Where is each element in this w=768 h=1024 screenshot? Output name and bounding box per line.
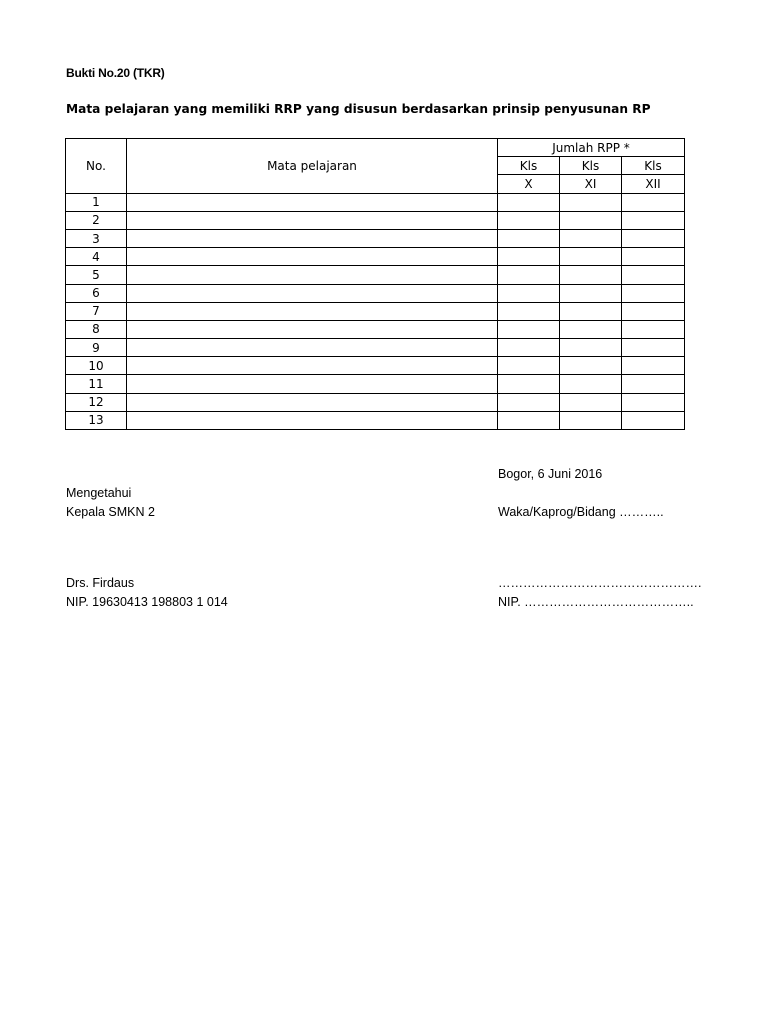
header-rpp-count: Jumlah RPP * xyxy=(498,139,685,157)
rpp-count-cell xyxy=(498,211,560,229)
rpp-count-cell xyxy=(498,229,560,247)
subject-cell xyxy=(127,357,498,375)
left-signer-name: Drs. Firdaus xyxy=(66,576,135,590)
table-row xyxy=(66,320,685,338)
rpp-count-cell xyxy=(560,211,622,229)
row-number: 5 xyxy=(66,266,127,284)
rpp-count-cell xyxy=(560,393,622,411)
table-row xyxy=(66,193,685,211)
place-date: Bogor, 6 Juni 2016 xyxy=(498,467,603,481)
subject-cell xyxy=(127,284,498,302)
subject-cell xyxy=(127,339,498,357)
rpp-count-cell xyxy=(560,284,622,302)
rpp-table xyxy=(65,138,685,430)
row-number: 1 xyxy=(66,193,127,211)
rpp-count-cell xyxy=(498,393,560,411)
table-row xyxy=(66,266,685,284)
rpp-count-cell xyxy=(622,284,685,302)
table-row xyxy=(66,248,685,266)
rpp-count-cell xyxy=(498,375,560,393)
rpp-count-cell xyxy=(560,248,622,266)
evidence-label: Bukti No.20 (TKR) xyxy=(66,66,165,80)
row-number: 3 xyxy=(66,229,127,247)
rpp-count-cell xyxy=(622,229,685,247)
rpp-count-cell xyxy=(622,211,685,229)
rpp-count-cell xyxy=(498,193,560,211)
rpp-count-cell xyxy=(560,339,622,357)
header-class-level: XII xyxy=(622,175,685,193)
subject-cell xyxy=(127,375,498,393)
rpp-count-cell xyxy=(498,411,560,429)
rpp-count-cell xyxy=(560,411,622,429)
header-class-prefix: Kls xyxy=(560,157,622,175)
left-signer-position: Kepala SMKN 2 xyxy=(66,505,155,519)
row-number: 12 xyxy=(66,393,127,411)
rpp-count-cell xyxy=(622,193,685,211)
rpp-count-cell xyxy=(622,302,685,320)
table-row xyxy=(66,375,685,393)
rpp-count-cell xyxy=(622,393,685,411)
rpp-count-cell xyxy=(498,320,560,338)
row-number: 11 xyxy=(66,375,127,393)
rpp-count-cell xyxy=(560,357,622,375)
rpp-count-cell xyxy=(622,266,685,284)
header-class-prefix: Kls xyxy=(498,157,560,175)
header-class-level: XI xyxy=(560,175,622,193)
table-row xyxy=(66,393,685,411)
rpp-count-cell xyxy=(560,266,622,284)
rpp-count-cell xyxy=(622,357,685,375)
header-class-prefix: Kls xyxy=(622,157,685,175)
subject-cell xyxy=(127,302,498,320)
rpp-count-cell xyxy=(560,229,622,247)
subject-cell xyxy=(127,320,498,338)
rpp-count-cell xyxy=(622,248,685,266)
rpp-count-cell xyxy=(622,375,685,393)
row-number: 7 xyxy=(66,302,127,320)
document-heading: Mata pelajaran yang memiliki RRP yang disusun berdasarkan prinsip penyusunan RP xyxy=(66,102,651,116)
row-number: 9 xyxy=(66,339,127,357)
rpp-count-cell xyxy=(622,411,685,429)
subject-cell xyxy=(127,411,498,429)
right-signer-nip: NIP. ………………………………….. xyxy=(498,595,694,609)
rpp-count-cell xyxy=(498,339,560,357)
table-row xyxy=(66,229,685,247)
table-header-row xyxy=(66,139,685,157)
right-signer-name: …………………………………………. xyxy=(498,576,702,590)
row-number: 10 xyxy=(66,357,127,375)
rpp-count-cell xyxy=(622,339,685,357)
right-signer-position: Waka/Kaprog/Bidang ……….. xyxy=(498,505,664,519)
rpp-count-cell xyxy=(560,193,622,211)
subject-cell xyxy=(127,229,498,247)
row-number: 2 xyxy=(66,211,127,229)
header-subject: Mata pelajaran xyxy=(127,139,498,194)
rpp-count-cell xyxy=(498,284,560,302)
left-signer-nip: NIP. 19630413 198803 1 014 xyxy=(66,595,228,609)
rpp-count-cell xyxy=(498,302,560,320)
rpp-count-cell xyxy=(560,302,622,320)
rpp-count-cell xyxy=(622,320,685,338)
row-number: 8 xyxy=(66,320,127,338)
header-no: No. xyxy=(66,139,127,194)
subject-cell xyxy=(127,248,498,266)
subject-cell xyxy=(127,211,498,229)
row-number: 4 xyxy=(66,248,127,266)
header-class-level: X xyxy=(498,175,560,193)
table-row xyxy=(66,339,685,357)
rpp-count-cell xyxy=(560,375,622,393)
row-number: 6 xyxy=(66,284,127,302)
table-row xyxy=(66,302,685,320)
rpp-count-cell xyxy=(498,357,560,375)
rpp-count-cell xyxy=(498,248,560,266)
row-number: 13 xyxy=(66,411,127,429)
subject-cell xyxy=(127,193,498,211)
table-row xyxy=(66,357,685,375)
rpp-count-cell xyxy=(560,320,622,338)
rpp-count-cell xyxy=(498,266,560,284)
acknowledge-label: Mengetahui xyxy=(66,486,132,500)
table-row xyxy=(66,211,685,229)
table-row xyxy=(66,411,685,429)
rpp-table-body xyxy=(66,139,685,430)
table-row xyxy=(66,284,685,302)
subject-cell xyxy=(127,266,498,284)
subject-cell xyxy=(127,393,498,411)
